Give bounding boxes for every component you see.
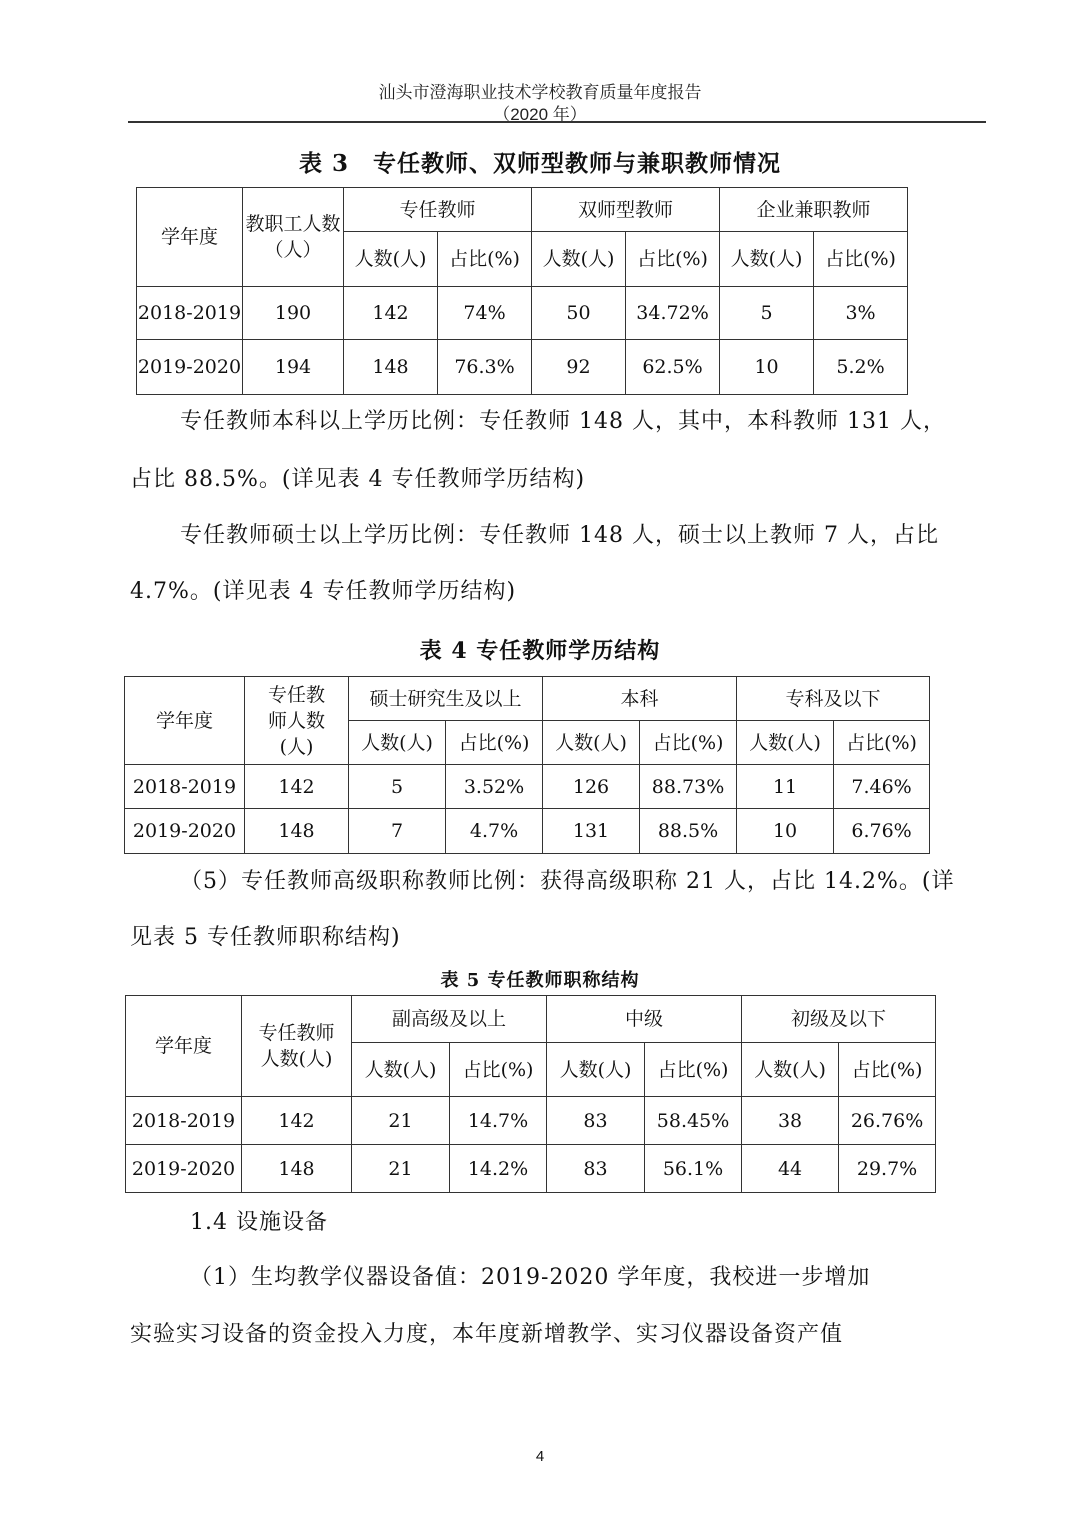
table5-header-count: 专任教师人数(人) [242, 996, 352, 1097]
table3 [136, 187, 908, 395]
table-cell: 83 [547, 1145, 645, 1193]
table-cell: 88.5% [640, 809, 737, 854]
paragraph-line: 4.7%。(详见表 4 专任教师学历结构) [130, 579, 517, 604]
table-cell: 50 [532, 287, 626, 340]
table-cell: 2018-2019 [125, 765, 245, 809]
paragraph-line: 专任教师硕士以上学历比例：专任教师 148 人，硕士以上教师 7 人，占比 [180, 523, 939, 548]
table-row [126, 1145, 936, 1193]
table5-sub: 人数(人) [352, 1043, 450, 1097]
table3-title: 表 3 专任教师、双师型教师与兼职教师情况 [298, 150, 781, 177]
paragraph-line: 见表 5 专任教师职称结构) [130, 925, 401, 950]
table-cell: 29.7% [839, 1145, 936, 1193]
table-cell: 2019-2020 [126, 1145, 242, 1193]
table-cell: 62.5% [626, 340, 720, 395]
table5-sub: 占比(%) [839, 1043, 936, 1097]
table5-sub: 人数(人) [742, 1043, 839, 1097]
table4-group: 专科及以下 [737, 677, 930, 721]
page-number: 4 [535, 1448, 545, 1465]
table-cell: 21 [352, 1145, 450, 1193]
paragraph-line: 实验实习设备的资金投入力度，本年度新增教学、实习仪器设备资产值 [130, 1322, 844, 1347]
table-cell: 26.76% [839, 1097, 936, 1145]
table-cell: 56.1% [645, 1145, 742, 1193]
table-cell: 88.73% [640, 765, 737, 809]
table3-group: 专任教师 [344, 188, 532, 232]
table-cell: 14.7% [450, 1097, 547, 1145]
table-cell: 142 [242, 1097, 352, 1145]
table-cell: 7.46% [834, 765, 930, 809]
table3-sub: 占比(%) [438, 232, 532, 287]
table-cell: 142 [245, 765, 349, 809]
table4-sub: 人数(人) [349, 721, 446, 765]
paragraph-line: 占比 88.5%。(详见表 4 专任教师学历结构) [130, 467, 586, 492]
table5-group: 副高级及以上 [352, 996, 547, 1043]
table-cell: 83 [547, 1097, 645, 1145]
table5-group: 初级及以下 [742, 996, 936, 1043]
table4-sub: 占比(%) [640, 721, 737, 765]
table-cell: 14.2% [450, 1145, 547, 1193]
table-row [125, 809, 930, 854]
table4-header-year: 学年度 [125, 677, 245, 765]
table-cell: 2018-2019 [137, 287, 243, 340]
table4-sub: 占比(%) [446, 721, 543, 765]
table3-sub: 人数(人) [532, 232, 626, 287]
table-cell: 4.7% [446, 809, 543, 854]
table-row [137, 340, 908, 395]
table3-sub: 占比(%) [814, 232, 908, 287]
table4-sub: 占比(%) [834, 721, 930, 765]
table4-sub: 人数(人) [543, 721, 640, 765]
table3-group: 双师型教师 [532, 188, 720, 232]
header-title: 汕头市澄海职业技术学校教育质量年度报告 [378, 83, 702, 102]
table-row [137, 287, 908, 340]
table4-header-count: 专任教师人数(人) [245, 677, 349, 765]
table-cell: 44 [742, 1145, 839, 1193]
table-cell: 2019-2020 [137, 340, 243, 395]
table-cell: 3% [814, 287, 908, 340]
table3-header-staff: 教职工人数（人） [243, 188, 344, 287]
table5-sub: 人数(人) [547, 1043, 645, 1097]
table-cell: 2019-2020 [125, 809, 245, 854]
table-cell: 58.45% [645, 1097, 742, 1145]
table5-title: 表 5 专任教师职称结构 [440, 970, 640, 991]
table-cell: 148 [344, 340, 438, 395]
table-cell: 148 [242, 1145, 352, 1193]
table3-group: 企业兼职教师 [720, 188, 908, 232]
table-cell: 190 [243, 287, 344, 340]
table-cell: 92 [532, 340, 626, 395]
paragraph-line: （1）生均教学仪器设备值：2019-2020 学年度，我校进一步增加 [190, 1265, 871, 1290]
table3-sub: 人数(人) [344, 232, 438, 287]
table4 [124, 676, 930, 854]
table-cell: 131 [543, 809, 640, 854]
section-heading: 1.4 设施设备 [190, 1210, 328, 1235]
table-cell: 21 [352, 1097, 450, 1145]
table-cell: 194 [243, 340, 344, 395]
table-cell: 34.72% [626, 287, 720, 340]
table-cell: 11 [737, 765, 834, 809]
table4-sub: 人数(人) [737, 721, 834, 765]
table-cell: 6.76% [834, 809, 930, 854]
table-row [126, 1097, 936, 1145]
table-cell: 10 [720, 340, 814, 395]
header-year: （2020 年） [493, 105, 587, 124]
table-cell: 5 [720, 287, 814, 340]
table-cell: 5.2% [814, 340, 908, 395]
table5-sub: 占比(%) [645, 1043, 742, 1097]
table-cell: 126 [543, 765, 640, 809]
table-cell: 148 [245, 809, 349, 854]
table5-sub: 占比(%) [450, 1043, 547, 1097]
paragraph-line: 专任教师本科以上学历比例：专任教师 148 人，其中，本科教师 131 人， [180, 409, 946, 434]
table-cell: 3.52% [446, 765, 543, 809]
paragraph-line: （5）专任教师高级职称教师比例：获得高级职称 21 人，占比 14.2%。(详 [180, 869, 955, 894]
table4-group: 本科 [543, 677, 737, 721]
table4-group: 硕士研究生及以上 [349, 677, 543, 721]
table3-sub: 占比(%) [626, 232, 720, 287]
table-cell: 76.3% [438, 340, 532, 395]
table-cell: 74% [438, 287, 532, 340]
table-cell: 10 [737, 809, 834, 854]
table5-header-year: 学年度 [126, 996, 242, 1097]
table-cell: 2018-2019 [126, 1097, 242, 1145]
table-row [125, 765, 930, 809]
header-rule [128, 121, 986, 123]
table4-title: 表 4 专任教师学历结构 [419, 638, 661, 664]
table-cell: 142 [344, 287, 438, 340]
table-cell: 5 [349, 765, 446, 809]
table-cell: 7 [349, 809, 446, 854]
table-cell: 38 [742, 1097, 839, 1145]
table5-group: 中级 [547, 996, 742, 1043]
table3-sub: 人数(人) [720, 232, 814, 287]
table3-header-year: 学年度 [137, 188, 243, 287]
table5 [125, 995, 936, 1193]
